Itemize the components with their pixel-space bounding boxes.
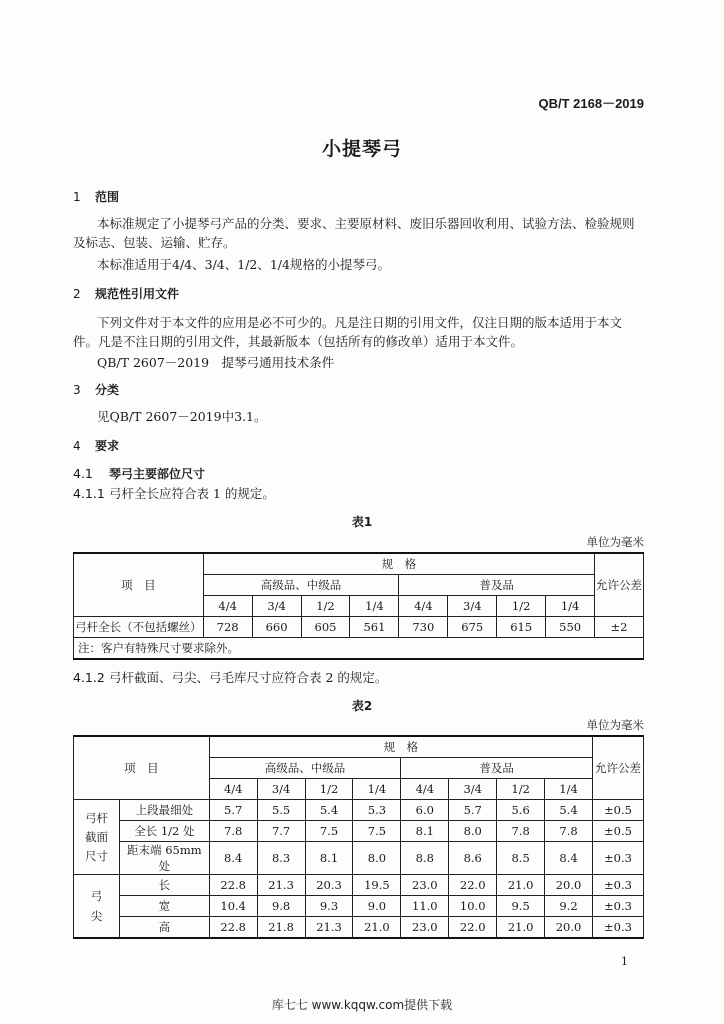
size-header: 1/4	[350, 596, 399, 617]
size-header: 4/4	[203, 596, 252, 617]
size-header: 1/2	[497, 596, 546, 617]
grade-standard-header: 普及品	[399, 575, 595, 596]
table-cell: 10.0	[449, 896, 497, 917]
table-cell: 7.5	[305, 821, 353, 842]
table-cell: 23.0	[401, 875, 449, 896]
item-header: 项 目	[74, 736, 210, 800]
table-cell: 5.7	[449, 800, 497, 821]
table-cell: 9.3	[305, 896, 353, 917]
section-number: 1	[73, 190, 81, 204]
table-cell: 22.8	[209, 917, 257, 939]
table-cell: 21.8	[257, 917, 305, 939]
table-cell: 20.0	[545, 875, 593, 896]
normative-reference: QB/T 2607－2019 提琴弓通用技术条件	[97, 355, 335, 370]
subsection-text: 弓杆全长应符合表 1 的规定。	[109, 486, 275, 501]
row-label: 上段最细处	[119, 800, 209, 821]
section-number: 3	[73, 383, 81, 397]
size-header: 1/4	[546, 596, 595, 617]
table-2-title: 表2	[351, 699, 373, 713]
table-cell: 660	[252, 617, 301, 638]
section-title: 规范性引用文件	[95, 287, 180, 301]
size-header: 3/4	[449, 779, 497, 800]
table-cell: 8.3	[257, 842, 305, 875]
table-cell: 8.4	[209, 842, 257, 875]
table-cell: 605	[301, 617, 350, 638]
section-1-paragraph-1: 本标准规定了小提琴弓产品的分类、要求、主要原材料、废旧乐器回收利用、试验方法、检验规则及标志、包装、运输、贮存。	[73, 216, 635, 250]
section-1-heading	[73, 188, 646, 207]
section-3-paragraph: 见QB/T 2607－2019中3.1。	[97, 409, 267, 424]
table-row	[74, 821, 644, 842]
table-cell: 22.8	[209, 875, 257, 896]
table-cell: 11.0	[401, 896, 449, 917]
table-cell: 8.5	[497, 842, 545, 875]
subsection-4-1-1	[73, 484, 646, 503]
subsection-number: 4.1.2	[73, 670, 105, 685]
size-header: 1/2	[305, 779, 353, 800]
row-label: 长	[119, 875, 209, 896]
table-row	[74, 617, 644, 638]
size-header: 3/4	[257, 779, 305, 800]
table-cell: 5.7	[209, 800, 257, 821]
subsection-4-1	[73, 464, 646, 484]
table-cell: 9.8	[257, 896, 305, 917]
table-cell: 7.7	[257, 821, 305, 842]
table-cell: 21.0	[497, 875, 545, 896]
tolerance-header: 允许公差	[595, 553, 644, 617]
table-row	[74, 800, 644, 821]
subsection-text: 弓杆截面、弓尖、弓毛库尺寸应符合表 2 的规定。	[109, 670, 388, 685]
tolerance-cell: ±0.3	[593, 875, 644, 896]
item-header: 项 目	[74, 553, 204, 617]
section-3-heading	[73, 381, 646, 400]
table-2	[73, 735, 644, 939]
grade-standard-header: 普及品	[401, 758, 593, 779]
table-cell: 20.0	[545, 917, 593, 939]
table-note: 注：客户有特殊尺寸要求除外。	[74, 638, 644, 660]
table-cell: 20.3	[305, 875, 353, 896]
table-cell: 23.0	[401, 917, 449, 939]
row-label: 距末端 65mm 处	[119, 842, 209, 875]
size-header: 4/4	[209, 779, 257, 800]
section-number: 2	[73, 287, 81, 301]
table-cell: 7.8	[545, 821, 593, 842]
table-cell: 5.3	[353, 800, 401, 821]
section-title: 要求	[95, 439, 120, 453]
subsection-number: 4.1.1	[73, 486, 105, 501]
table-cell: 8.1	[401, 821, 449, 842]
table-cell: 8.1	[305, 842, 353, 875]
table-cell: 10.4	[209, 896, 257, 917]
table-cell: 5.6	[497, 800, 545, 821]
document-title: 小提琴弓	[321, 138, 402, 160]
table-cell: 5.5	[257, 800, 305, 821]
table-cell: 9.2	[545, 896, 593, 917]
size-header: 3/4	[448, 596, 497, 617]
table-cell: 22.0	[449, 875, 497, 896]
table-cell: 550	[546, 617, 595, 638]
table-cell: 8.8	[401, 842, 449, 875]
table-cell: 21.0	[497, 917, 545, 939]
spec-header: 规 格	[203, 553, 594, 575]
section-number: 4	[73, 439, 81, 453]
tolerance-header: 允许公差	[593, 736, 644, 800]
download-watermark: 库七七 www.kqqw.com提供下载	[271, 998, 453, 1012]
size-header: 1/2	[301, 596, 350, 617]
row-label: 全长 1/2 处	[119, 821, 209, 842]
section-2-paragraph: 下列文件对于本文件的应用是必不可少的。凡是注日期的引用文件，仅注日期的版本适用于本文件。凡是不注日期的引用文件，其最新版本（包括所有的修改单）适用于本文件。	[73, 315, 623, 349]
size-header: 1/4	[353, 779, 401, 800]
tolerance-cell: ±0.3	[593, 896, 644, 917]
table-cell: 561	[350, 617, 399, 638]
table-cell: 7.8	[209, 821, 257, 842]
table-cell: 8.0	[353, 842, 401, 875]
subsection-4-1-2	[73, 668, 646, 687]
tolerance-cell: ±0.5	[593, 800, 644, 821]
row-label: 宽	[119, 896, 209, 917]
size-header: 1/4	[545, 779, 593, 800]
table-row	[74, 896, 644, 917]
group-label-tip: 弓尖	[74, 875, 120, 939]
section-title: 分类	[95, 383, 120, 397]
subsection-title: 琴弓主要部位尺寸	[109, 467, 206, 481]
tolerance-cell: ±0.5	[593, 821, 644, 842]
table-row	[74, 917, 644, 939]
table-2-unit: 单位为毫米	[586, 718, 644, 732]
size-header: 1/2	[497, 779, 545, 800]
table-cell: 22.0	[449, 917, 497, 939]
table-cell: 19.5	[353, 875, 401, 896]
table-cell: 730	[399, 617, 448, 638]
section-2-heading	[73, 285, 646, 304]
section-title: 范围	[95, 190, 120, 204]
subsection-number: 4.1	[73, 466, 93, 481]
table-cell: 615	[497, 617, 546, 638]
tolerance-cell: ±0.3	[593, 842, 644, 875]
table-cell: 5.4	[305, 800, 353, 821]
table-cell: 9.5	[497, 896, 545, 917]
table-cell: 7.5	[353, 821, 401, 842]
table-cell: 21.0	[353, 917, 401, 939]
table-row	[74, 875, 644, 896]
row-label: 弓杆全长（不包括螺丝）	[74, 617, 204, 638]
tolerance-cell: ±2	[595, 617, 644, 638]
table-cell: 728	[203, 617, 252, 638]
table-1-unit: 单位为毫米	[586, 535, 644, 549]
table-row	[74, 842, 644, 875]
table-cell: 5.4	[545, 800, 593, 821]
size-header: 3/4	[252, 596, 301, 617]
table-cell: 7.8	[497, 821, 545, 842]
table-cell: 6.0	[401, 800, 449, 821]
table-cell: 8.6	[449, 842, 497, 875]
table-1-title: 表1	[351, 515, 373, 529]
table-1	[73, 552, 644, 660]
table-cell: 21.3	[257, 875, 305, 896]
table-cell: 675	[448, 617, 497, 638]
grade-high-header: 高级品、中级品	[203, 575, 399, 596]
table-cell: 21.3	[305, 917, 353, 939]
section-4-heading	[73, 437, 646, 456]
tolerance-cell: ±0.3	[593, 917, 644, 939]
row-label: 高	[119, 917, 209, 939]
size-header: 4/4	[399, 596, 448, 617]
section-1-paragraph-2: 本标准适用于4/4、3/4、1/2、1/4规格的小提琴弓。	[97, 257, 390, 272]
grade-high-header: 高级品、中级品	[209, 758, 401, 779]
table-cell: 8.4	[545, 842, 593, 875]
table-cell: 8.0	[449, 821, 497, 842]
group-label-shaft: 弓杆截面尺寸	[74, 800, 120, 875]
standard-number: QB/T 2168－2019	[538, 96, 644, 111]
spec-header: 规 格	[209, 736, 592, 758]
size-header: 4/4	[401, 779, 449, 800]
page-number: 1	[621, 955, 628, 968]
table-cell: 9.0	[353, 896, 401, 917]
